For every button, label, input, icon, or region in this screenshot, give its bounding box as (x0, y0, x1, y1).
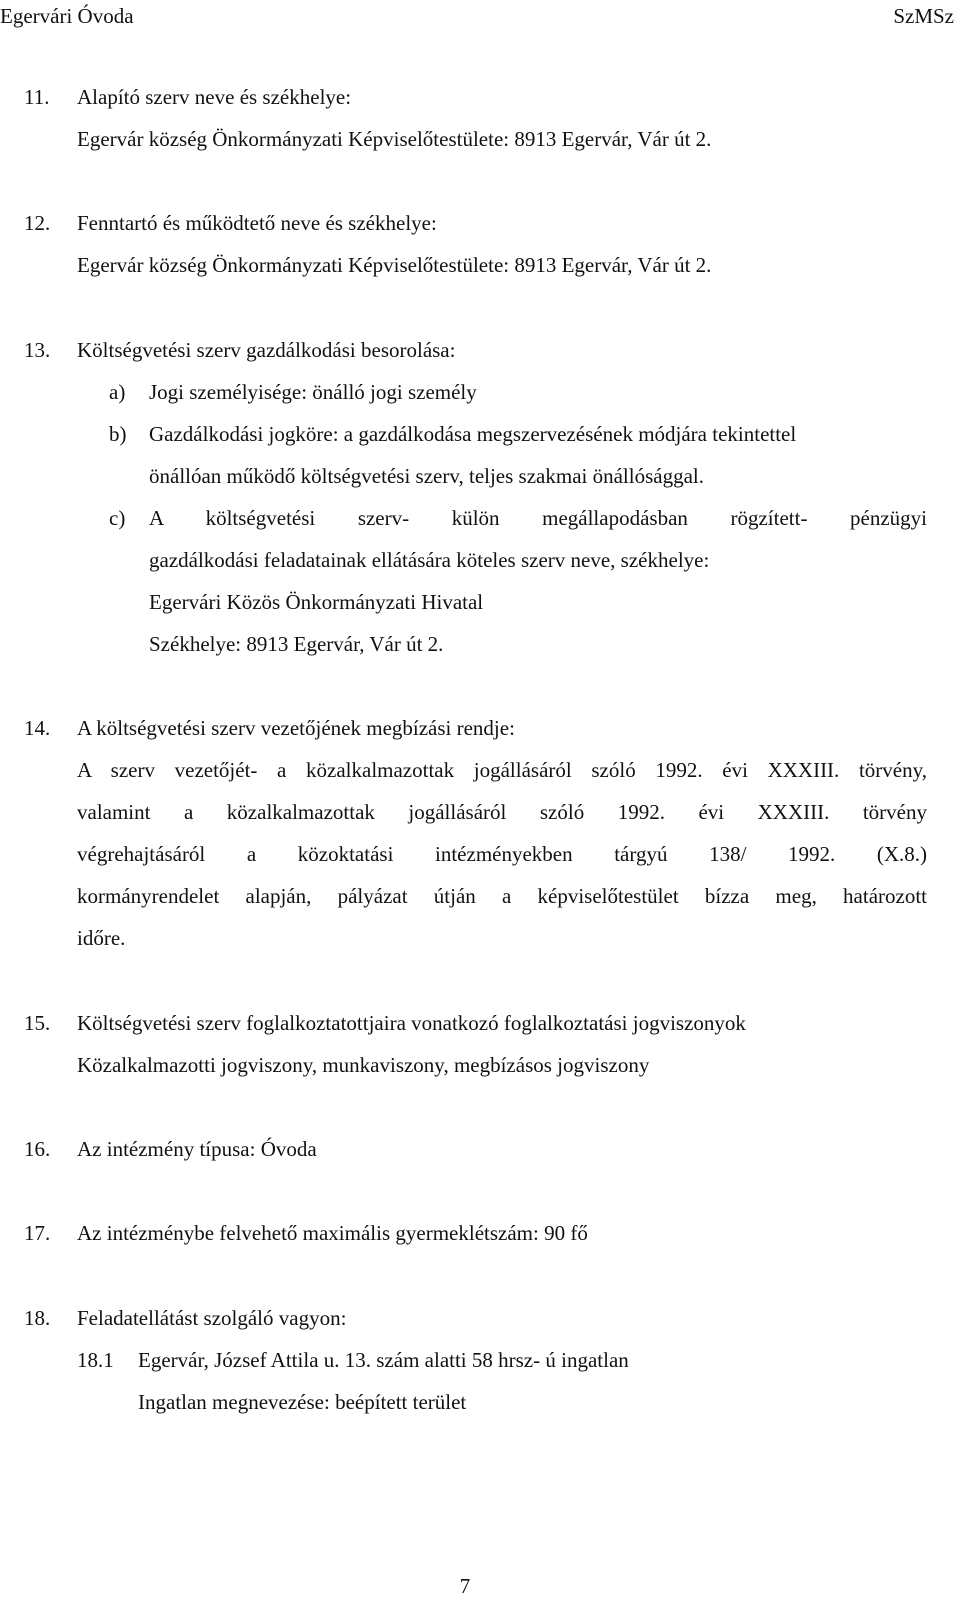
section-18-1-number: 18.1 (77, 1348, 114, 1372)
section-13-b-line1: Gazdálkodási jogköre: a gazdálkodása megszervezésének módjára tekintettel (149, 422, 797, 446)
section-13-title: Költségvetési szerv gazdálkodási besorolása: (77, 338, 456, 362)
section-13-number: 13. (24, 338, 51, 362)
section-14-line5: időre. (77, 926, 126, 950)
section-18-title: Feladatellátást szolgáló vagyon: (77, 1306, 347, 1330)
section-14-title: A költségvetési szerv vezetőjének megbízási rendje: (77, 716, 515, 740)
section-17-number: 17. (24, 1221, 51, 1245)
section-11-title: Alapító szerv neve és székhelye: (77, 85, 352, 109)
section-14-line4: kormányrendelet alapján, pályázat útján a képviselőtestület bízza meg, határozott (77, 884, 927, 908)
section-13-c-line2: gazdálkodási feladatainak ellátására köteles szerv neve, székhelye: (149, 548, 710, 572)
section-18-1-line2: Ingatlan megnevezése: beépített terület (138, 1390, 467, 1414)
section-14-line1: A szerv vezetőjét- a közalkalmazottak jogállásáról szóló 1992. évi XXXIII. törvény, (77, 758, 927, 782)
header-left-title: Egervári Óvoda (0, 4, 134, 28)
section-17-title: Az intézménybe felvehető maximális gyermeklétszám: 90 fő (77, 1221, 588, 1245)
section-13-c-label: c) (109, 506, 126, 530)
section-15-text: Közalkalmazotti jogviszony, munkaviszony, megbízásos jogviszony (77, 1053, 650, 1077)
section-11-number: 11. (24, 85, 50, 109)
section-13-a-label: a) (109, 380, 126, 404)
section-14-line3: végrehajtásáról a közoktatási intézményekben tárgyú 138/ 1992. (X.8.) (77, 842, 927, 866)
header-right-title: SzMSz (893, 4, 954, 28)
section-12-number: 12. (24, 211, 51, 235)
section-18-1-text: Egervár, József Attila u. 13. szám alatti 58 hrsz- ú ingatlan (138, 1348, 629, 1372)
section-12-text: Egervár község Önkormányzati Képviselőtestülete: 8913 Egervár, Vár út 2. (77, 253, 712, 277)
section-13-b-label: b) (109, 422, 127, 446)
section-13-b-line2: önállóan működő költségvetési szerv, teljes szakmai önállósággal. (149, 464, 704, 488)
section-15-number: 15. (24, 1011, 51, 1035)
section-12-title: Fenntartó és működtető neve és székhelye: (77, 211, 437, 235)
section-13-c-line1: A költségvetési szerv- külön megállapodásban rögzített- pénzügyi (149, 506, 927, 530)
section-18-number: 18. (24, 1306, 51, 1330)
section-14-number: 14. (24, 716, 51, 740)
section-13-c-line4: Székhelye: 8913 Egervár, Vár út 2. (149, 632, 444, 656)
section-14-line2: valamint a közalkalmazottak jogállásáról szóló 1992. évi XXXIII. törvény (77, 800, 927, 824)
section-11-text: Egervár község Önkormányzati Képviselőtestülete: 8913 Egervár, Vár út 2. (77, 127, 712, 151)
section-13-a-text: Jogi személyisége: önálló jogi személy (149, 380, 477, 404)
section-15-title: Költségvetési szerv foglalkoztatottjaira vonatkozó foglalkoztatási jogviszonyok (77, 1011, 746, 1035)
section-16-title: Az intézmény típusa: Óvoda (77, 1137, 317, 1161)
page-number: 7 (459, 1574, 471, 1598)
section-13-c-line3: Egervári Közös Önkormányzati Hivatal (149, 590, 484, 614)
section-16-number: 16. (24, 1137, 51, 1161)
